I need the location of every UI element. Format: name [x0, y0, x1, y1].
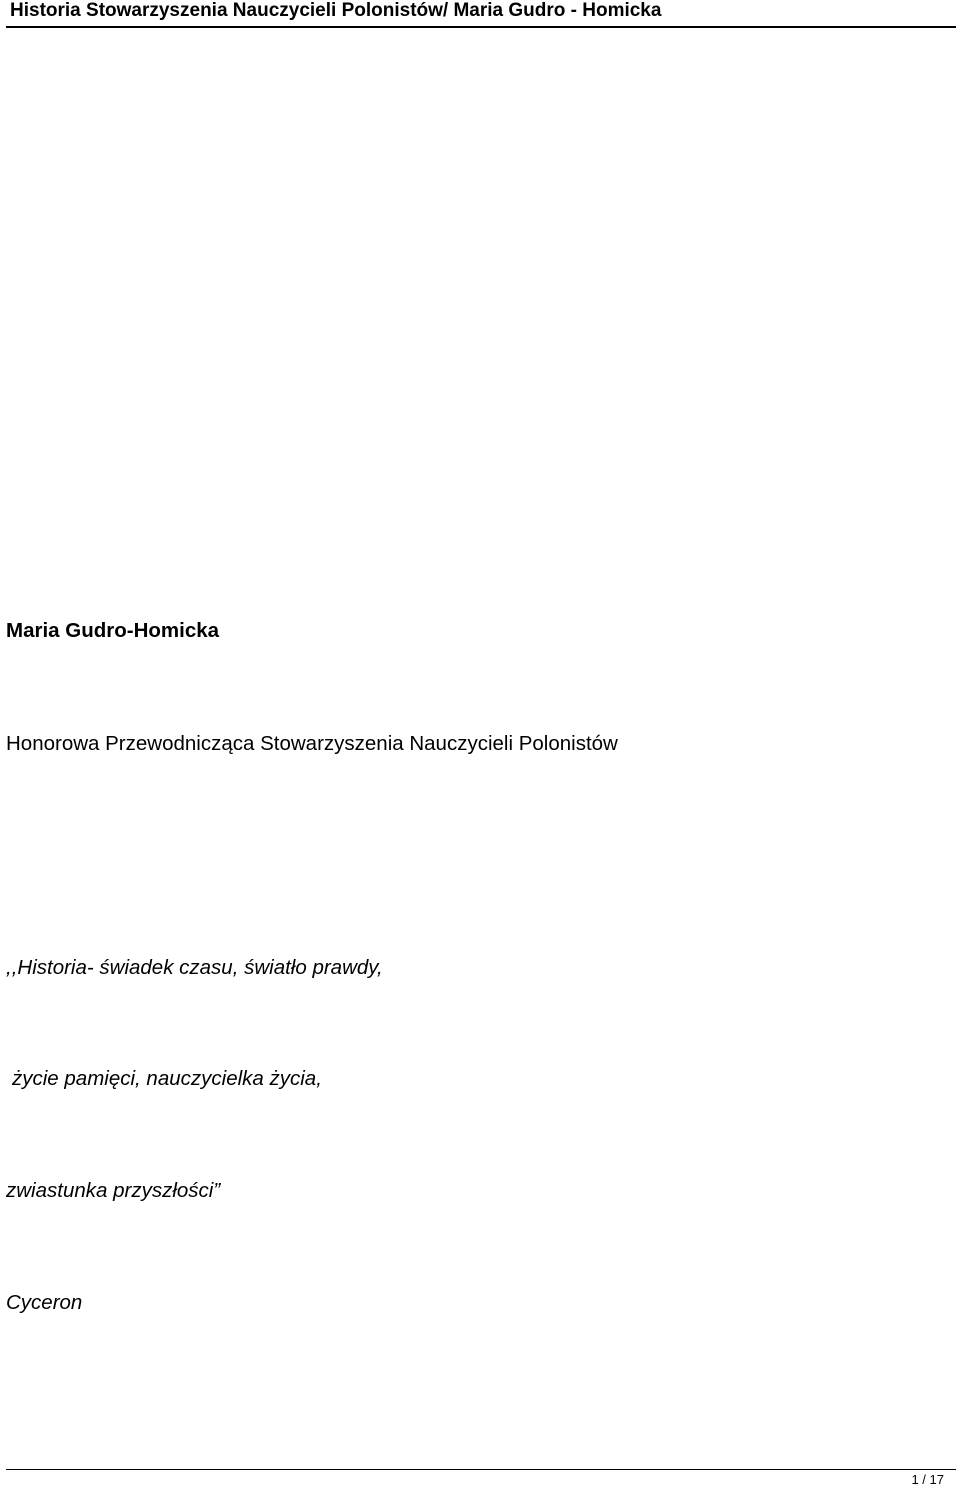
- page-footer: [6, 1469, 956, 1488]
- quote-line-1: ,,Historia- świadek czasu, światło prawdy,: [6, 956, 383, 979]
- quote-line-3: zwiastunka przyszłości”: [6, 1179, 221, 1202]
- quote-line-2: życie pamięci, nauczycielka życia,: [12, 1067, 322, 1090]
- page-number: 1 / 17: [911, 1472, 944, 1487]
- author-subtitle: Honorowa Przewodnicząca Stowarzyszenia Nauczycieli Polonistów: [6, 732, 618, 755]
- quote-attribution: Cyceron: [6, 1291, 83, 1314]
- page-header: [6, 0, 956, 28]
- author-name: Maria Gudro-Homicka: [6, 619, 220, 642]
- header-title: Historia Stowarzyszenia Nauczycieli Polonistów/ Maria Gudro - Homicka: [10, 0, 662, 21]
